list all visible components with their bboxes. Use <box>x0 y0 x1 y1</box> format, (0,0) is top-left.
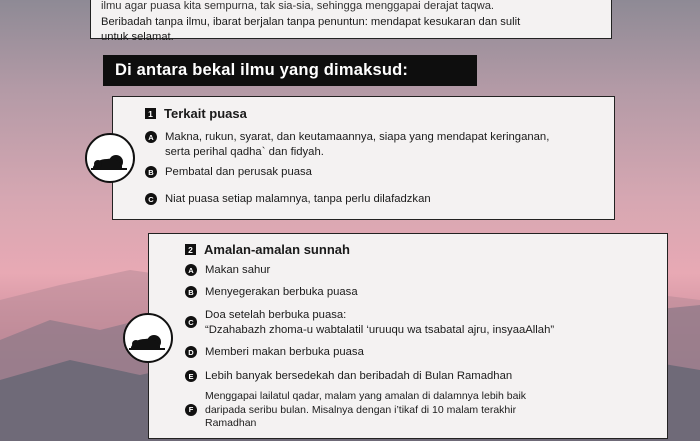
section-title-text: Amalan-amalan sunnah <box>204 242 350 257</box>
section-heading: Di antara bekal ilmu yang dimaksud: <box>103 55 477 86</box>
list-item <box>185 263 270 278</box>
list-item <box>185 308 554 338</box>
section-number-badge: 1 <box>145 108 156 119</box>
list-item <box>145 130 549 160</box>
item-text: “Dzahabazh zhoma-u wabtalatil ‘uruuqu wa tsabatal ajru, insyaaAllah” <box>205 324 555 336</box>
item-text: Pembatal dan perusak puasa <box>165 166 312 178</box>
item-text: Makan sahur <box>205 264 271 276</box>
intro-box <box>90 0 612 43</box>
item-text: Menyegerakan berbuka puasa <box>205 286 358 298</box>
section-title <box>185 242 350 257</box>
item-text: Niat puasa setiap malamnya, tanpa perlu dilafadzkan <box>165 193 431 205</box>
section-number-badge: 2 <box>185 244 196 255</box>
letter-badge: B <box>145 166 157 178</box>
intro-line: Beribadah tanpa ilmu, ibarat berjalan tanpa penuntun: mendapat kesukaran dan sulit <box>101 15 521 28</box>
item-text: Doa setelah berbuka puasa: <box>205 309 347 321</box>
section-title-text: Terkait puasa <box>164 106 247 121</box>
item-text: Ramadhan <box>205 417 257 429</box>
letter-badge: F <box>185 404 197 416</box>
letter-badge: A <box>145 131 157 143</box>
item-text: serta perihal qadha` dan fidyah. <box>165 146 324 158</box>
intro-line: untuk selamat. <box>101 31 174 43</box>
list-item <box>185 369 512 384</box>
letter-badge: D <box>185 346 197 358</box>
list-item <box>185 390 526 431</box>
list-item <box>185 345 364 360</box>
list-item <box>145 165 312 180</box>
item-text: Menggapai lailatul qadar, malam yang amalan di dalamnya lebih baik <box>205 390 527 402</box>
letter-badge: B <box>185 286 197 298</box>
item-text: daripada seribu bulan. Misalnya dengan i’tikaf di 10 malam terakhir <box>205 403 517 416</box>
item-text: Lebih banyak bersedekah dan beribadah di Bulan Ramadhan <box>205 370 513 382</box>
letter-badge: A <box>185 264 197 276</box>
section-card-sunnah <box>148 233 668 439</box>
person-prostrating-icon <box>85 133 135 183</box>
item-text: Makna, rukun, syarat, dan keutamaannya, siapa yang mendapat keringanan, <box>165 131 550 143</box>
person-prostrating-icon <box>123 313 173 363</box>
section-title <box>145 106 247 121</box>
letter-badge: C <box>145 193 157 205</box>
letter-badge: C <box>185 316 197 328</box>
intro-line: ilmu agar puasa kita sempurna, tak sia-sia, sehingga menggapai derajat taqwa. <box>101 0 495 12</box>
section-card-fasting <box>112 96 615 220</box>
list-item <box>185 285 358 300</box>
item-text: Memberi makan berbuka puasa <box>205 346 364 358</box>
letter-badge: E <box>185 370 197 382</box>
list-item <box>145 192 431 207</box>
